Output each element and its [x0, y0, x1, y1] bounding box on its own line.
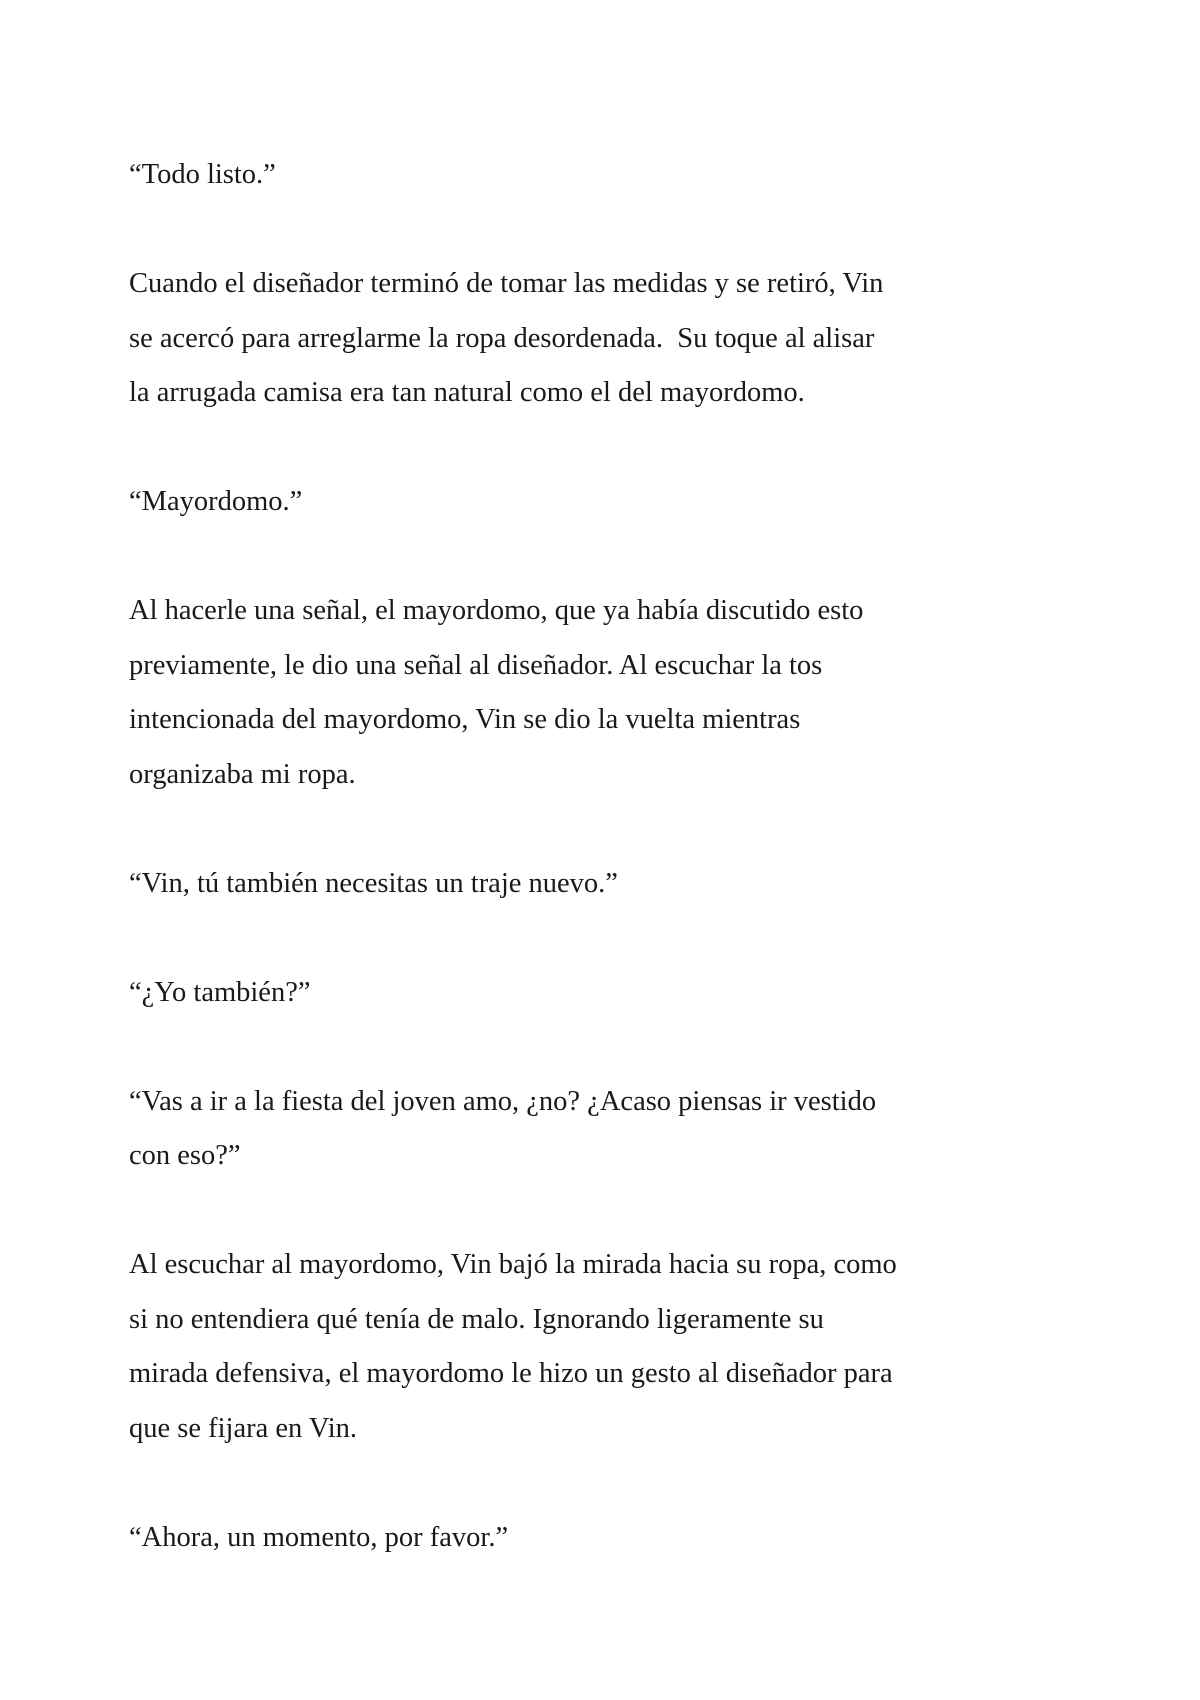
text-line: se acercó para arreglarme la ropa desordenada. Su toque al alisar: [129, 322, 875, 354]
paragraph: [129, 1238, 1200, 1456]
text-line: Al hacerle una señal, el mayordomo, que ya había discutido esto: [129, 595, 864, 626]
paragraph: [129, 1075, 1200, 1184]
text-line: organizaba mi ropa.: [129, 758, 356, 790]
paragraph: [129, 857, 1200, 912]
text-line: previamente, le dio una señal al diseñador. Al escuchar la tos: [129, 649, 823, 681]
text-line: “Vas a ir a la fiesta del joven amo, ¿no? ¿Acaso piensas ir vestido: [129, 1085, 877, 1117]
text-line: la arrugada camisa era tan natural como el del mayordomo.: [129, 377, 805, 408]
text-line: “Mayordomo.”: [129, 486, 303, 517]
text-line: si no entendiera qué tenía de malo. Ignorando ligeramente su: [129, 1303, 824, 1335]
text-line: que se fijara en Vin.: [129, 1412, 358, 1444]
text-line: Cuando el diseñador terminó de tomar las medidas y se retiró, Vin: [129, 268, 884, 299]
paragraph: [129, 475, 1200, 530]
text-line: “¿Yo también?”: [129, 976, 311, 1008]
paragraph: [129, 148, 1200, 203]
paragraph: [129, 584, 1200, 802]
paragraph: [129, 1511, 1200, 1566]
text-line: “Ahora, un momento, por favor.”: [129, 1521, 509, 1553]
text-line: mirada defensiva, el mayordomo le hizo un gesto al diseñador para: [129, 1358, 893, 1389]
text-line: intencionada del mayordomo, Vin se dio la vuelta mientras: [129, 704, 801, 735]
text-line: con eso?”: [129, 1140, 241, 1171]
paragraph: [129, 966, 1200, 1021]
text-line: “Vin, tú también necesitas un traje nuevo.”: [129, 867, 618, 899]
text-line: Al escuchar al mayordomo, Vin bajó la mirada hacia su ropa, como: [129, 1249, 897, 1280]
text-line: “Todo listo.”: [129, 159, 276, 190]
paragraph: [129, 257, 1200, 421]
